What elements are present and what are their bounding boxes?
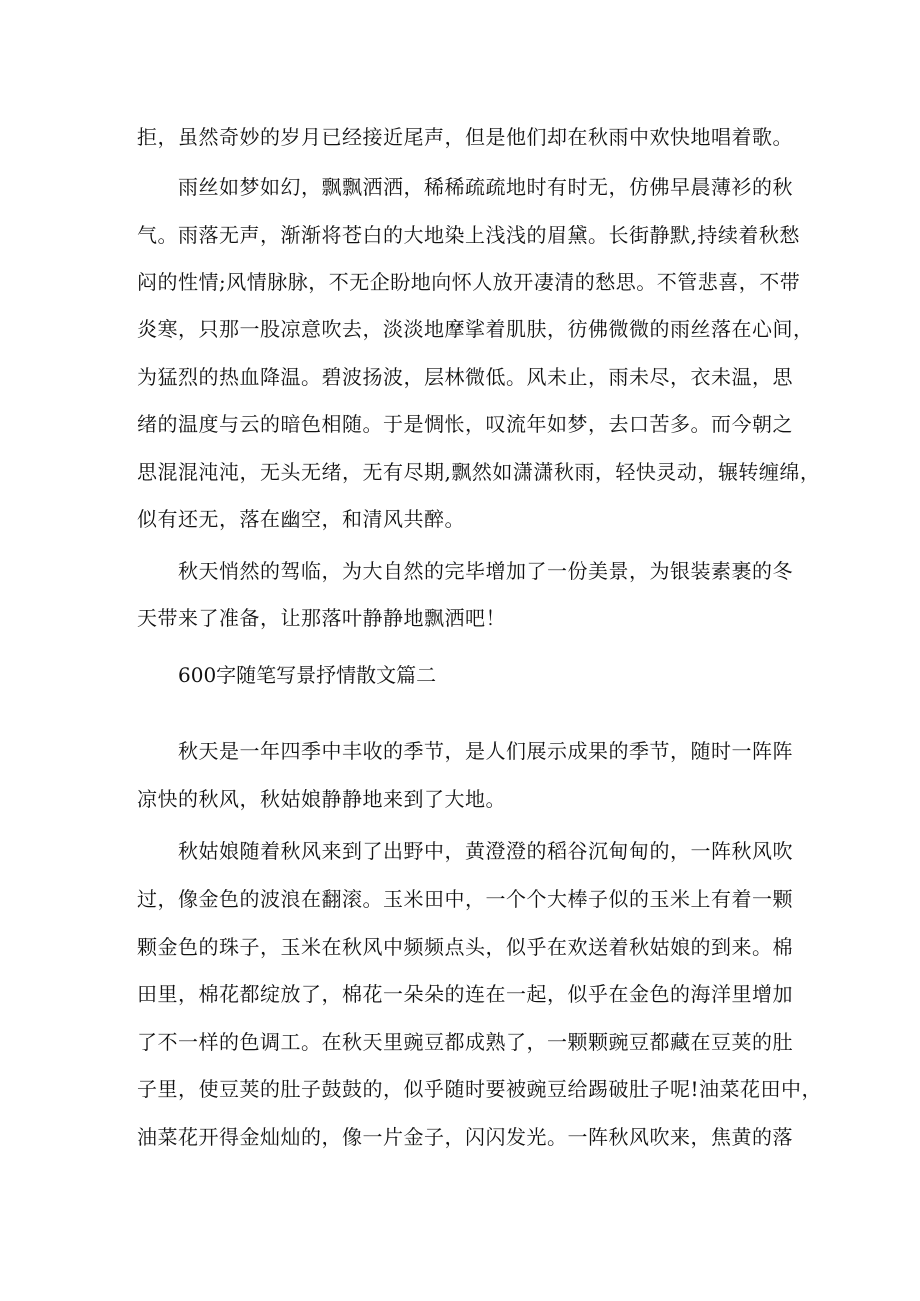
paragraph-2-line-6: 绪的温度与云的暗色相随。于是惆怅，叹流年如梦，去口苦多。而今朝之 <box>137 412 793 436</box>
paragraph-5-line-6: 子里，使豆荚的肚子鼓鼓的，似乎随时要被豌豆给踢破肚子呢!油菜花田中， <box>137 1077 823 1101</box>
paragraph-3-line-2: 天带来了准备，让那落叶静静地飘洒吧！ <box>137 606 506 630</box>
paragraph-5-line-2: 过，像金色的波浪在翻滚。玉米田中，一个个大棒子似的玉米上有着一颗 <box>137 887 793 911</box>
paragraph-4-line-2: 凉快的秋风，秋姑娘静静地来到了大地。 <box>137 787 506 811</box>
paragraph-2-line-5: 为猛烈的热血降温。碧波扬波，层林微低。风未止，雨未尽，衣未温，思 <box>137 365 793 389</box>
paragraph-5-line-4: 田里，棉花都绽放了，棉花一朵朵的连在一起，似乎在金色的海洋里增加 <box>137 982 793 1006</box>
section-heading: 600字随笔写景抒情散文篇二 <box>178 663 437 687</box>
paragraph-2-line-2: 气。雨落无声，渐渐将苍白的大地染上浅浅的眉黛。长街静默,持续着秋愁 <box>137 223 800 247</box>
paragraph-5-line-3: 颗金色的珠子，玉米在秋风中频频点头，似乎在欢送着秋姑娘的到来。棉 <box>137 935 793 959</box>
paragraph-2-line-7: 思混混沌沌，无头无绪，无有尽期,飘然如潇潇秋雨，轻快灵动，辗转缠绵， <box>137 460 821 484</box>
paragraph-2-line-3: 闷的性情;风情脉脉，不无企盼地向怀人放开凄清的愁思。不管悲喜，不带 <box>137 270 801 294</box>
paragraph-1-line-1: 拒，虽然奇妙的岁月已经接近尾声，但是他们却在秋雨中欢快地唱着歌。 <box>137 125 793 149</box>
paragraph-5-line-7: 油菜花开得金灿灿的，像一片金子，闪闪发光。一阵秋风吹来，焦黄的落 <box>137 1125 793 1149</box>
paragraph-3-line-1: 秋天悄然的驾临，为大自然的完毕增加了一份美景，为银装素裹的冬 <box>178 559 793 583</box>
paragraph-2-line-1: 雨丝如梦如幻，飘飘洒洒，稀稀疏疏地时有时无，仿佛早晨薄衫的秋 <box>178 175 793 199</box>
paragraph-4-line-1: 秋天是一年四季中丰收的季节，是人们展示成果的季节，随时一阵阵 <box>178 739 793 763</box>
paragraph-2-line-4: 炎寒，只那一股凉意吹去，淡淡地摩挲着肌肤，彷佛微微的雨丝落在心间， <box>137 317 814 341</box>
paragraph-2-line-8: 似有还无，落在幽空，和清风共醉。 <box>137 507 465 531</box>
paragraph-5-line-5: 了不一样的色调工。在秋天里豌豆都成熟了，一颗颗豌豆都藏在豆荚的肚 <box>137 1030 793 1054</box>
paragraph-5-line-1: 秋姑娘随着秋风来到了出野中，黄澄澄的稻谷沉甸甸的，一阵秋风吹 <box>178 839 793 863</box>
